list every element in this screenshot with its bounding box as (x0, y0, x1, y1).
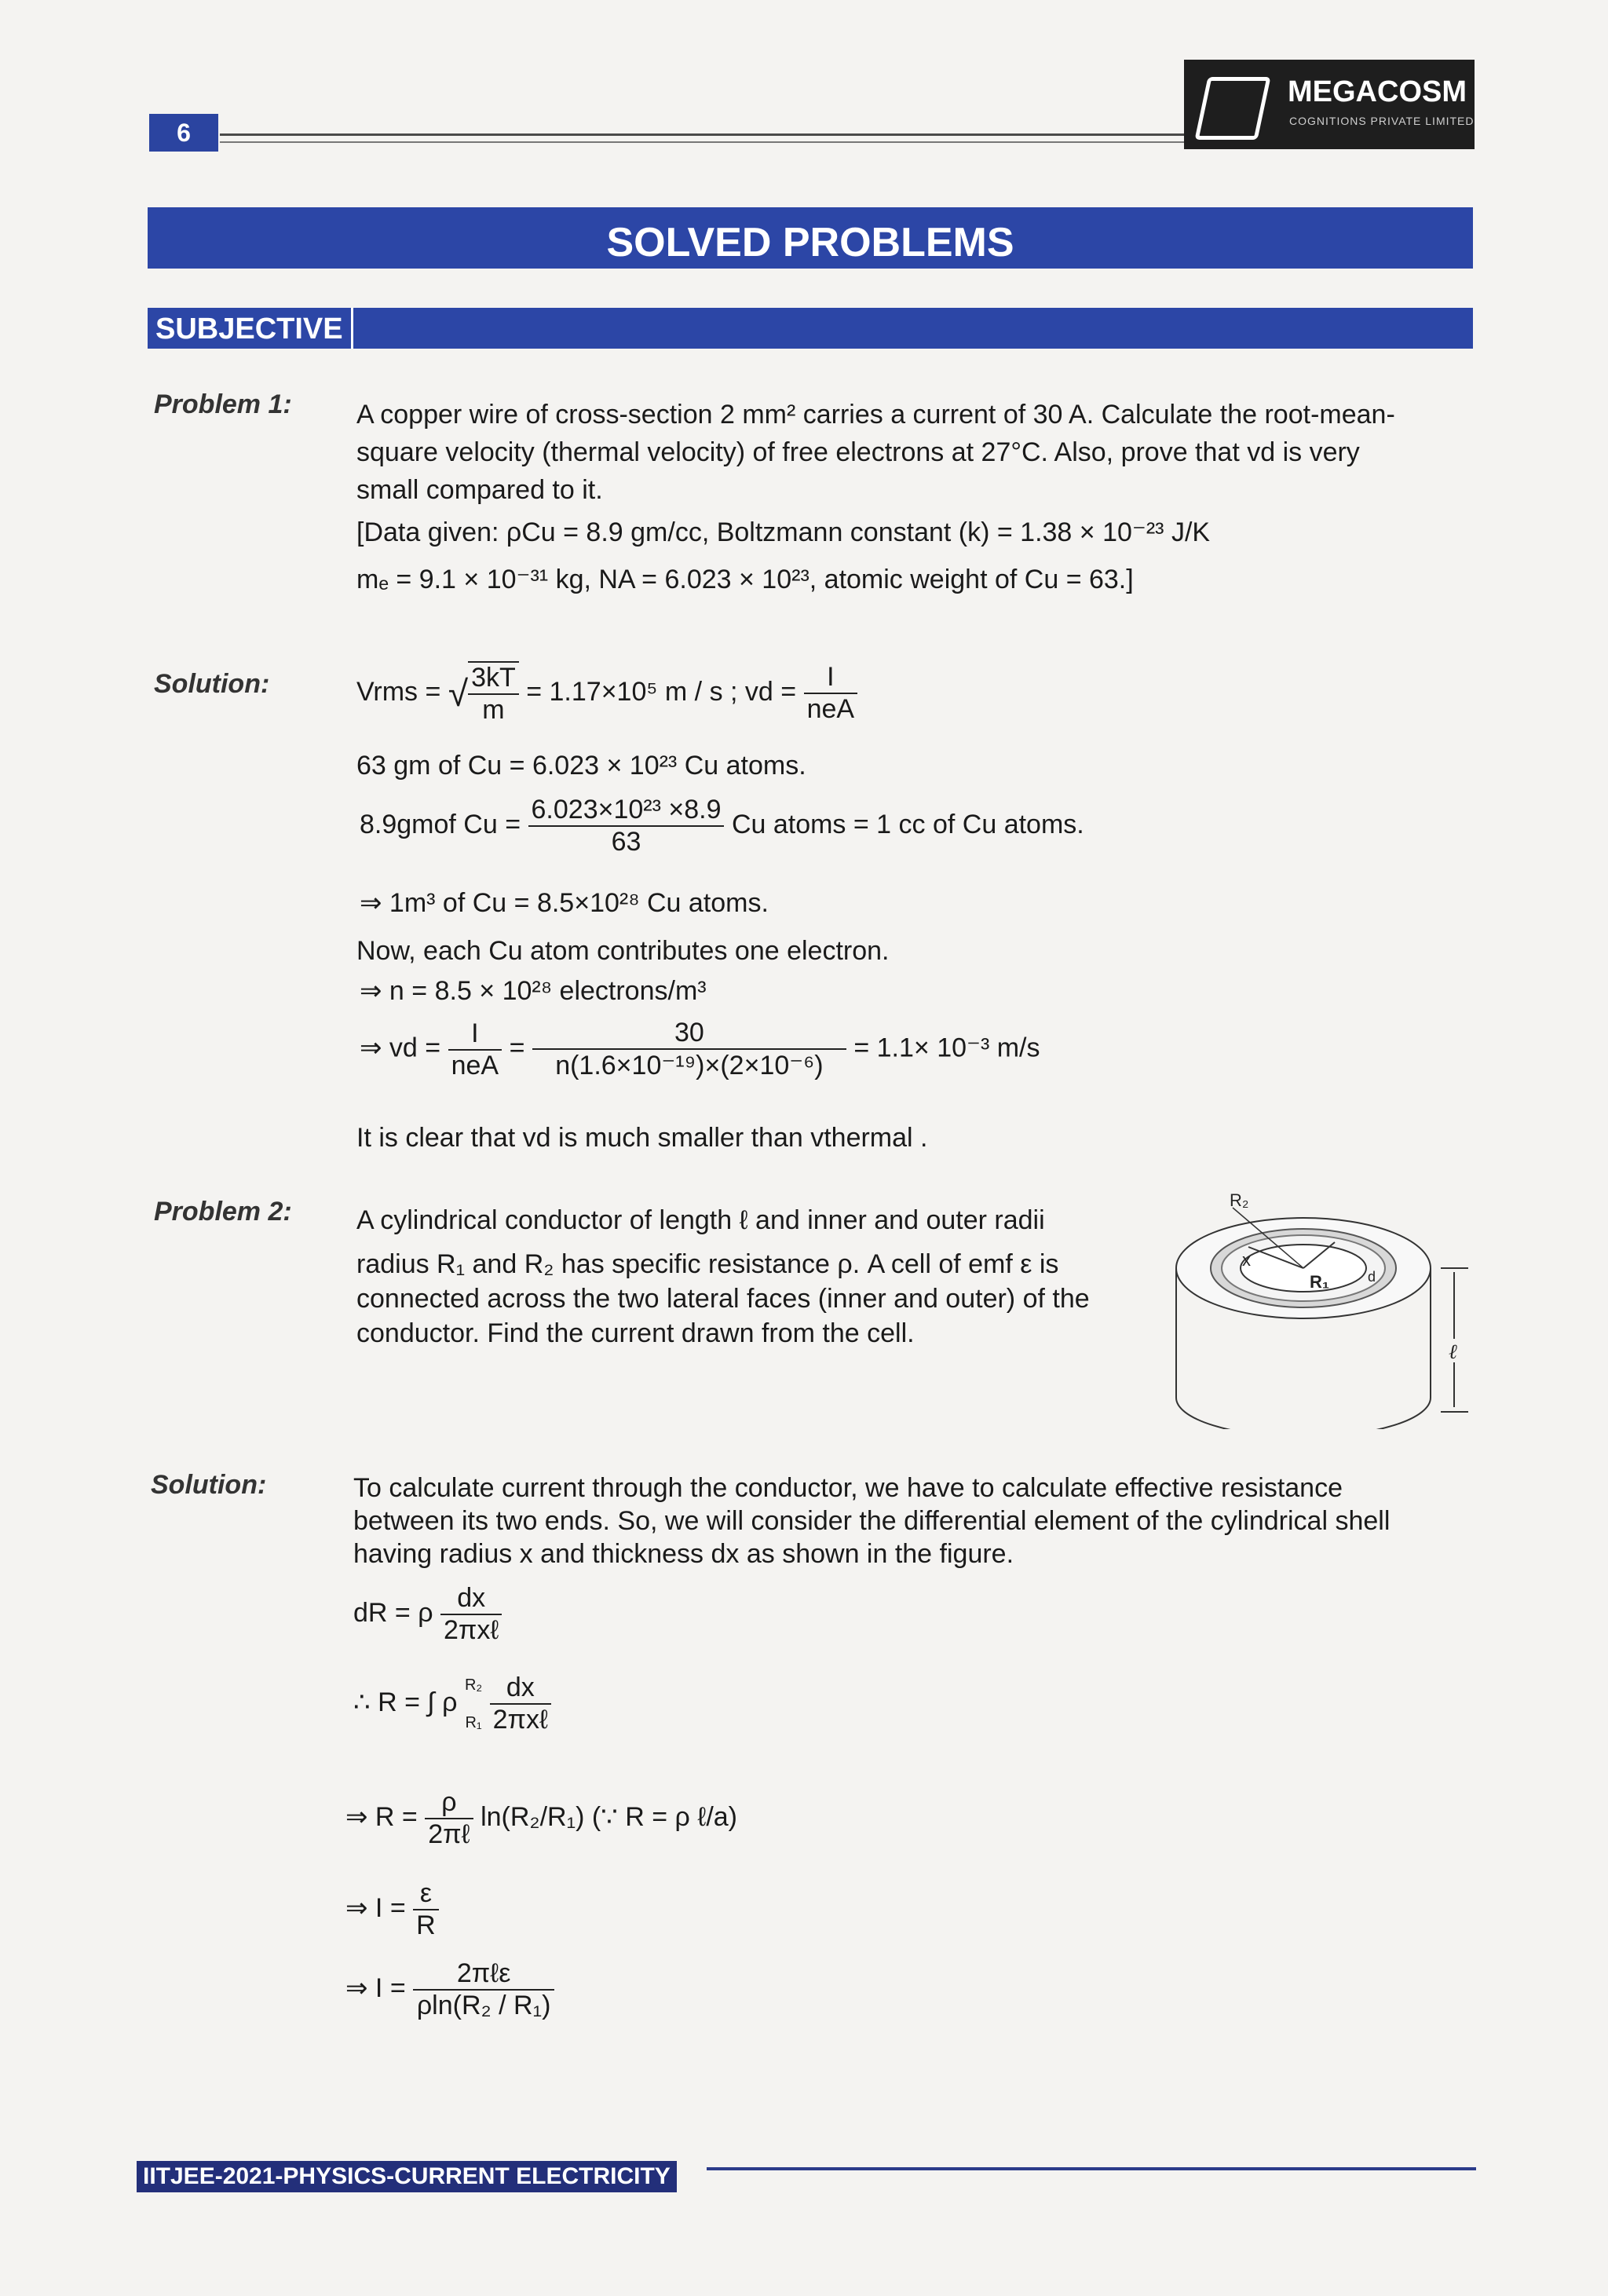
r-result-equation (345, 1787, 737, 1850)
dr-fraction (440, 1583, 502, 1646)
final-current-numerator: 2πℓε (413, 1958, 554, 1991)
brand-subtitle: COGNITIONS PRIVATE LIMITED (1289, 115, 1475, 127)
dr-numerator: dx (440, 1583, 502, 1615)
problem-1-line: small compared to it. (356, 475, 603, 505)
current-fraction (413, 1878, 439, 1941)
r-result-numerator: ρ (425, 1787, 473, 1819)
cu-atoms-equation (360, 795, 1084, 857)
solution-1-line: 63 gm of Cu = 6.023 × 10²³ Cu atoms. (356, 751, 806, 781)
drift-fraction-1 (448, 1018, 502, 1081)
section-banner: SOLVED PROBLEMS (148, 207, 1473, 269)
problem-1-line: A copper wire of cross-section 2 mm² carries a current of 30 A. Calculate the root-mean- (356, 400, 1395, 430)
vd-numerator: I (804, 662, 858, 694)
header-rule-thin (220, 141, 1193, 143)
problem-2-text (356, 1198, 1157, 1355)
solution-1-line: ⇒ 1m³ of Cu = 8.5×10²⁸ Cu atoms. (360, 888, 769, 918)
sqrt-icon: √ (448, 673, 469, 714)
label-length: ℓ (1449, 1340, 1457, 1364)
solution-1-line: ⇒ n = 8.5 × 10²⁸ electrons/m³ (360, 976, 707, 1006)
final-current-denominator: ρln(R₂ / R₁) (416, 1991, 551, 2020)
r-result-denominator: 2πℓ (428, 1819, 470, 1849)
label-r1: R₁ (1310, 1272, 1329, 1292)
solution-2-line: between its two ends. So, we will consider the differential element of the cylindrical shell (353, 1506, 1391, 1536)
solution-1-line: Now, each Cu atom contributes one electron. (356, 936, 890, 966)
r-result-fraction (425, 1787, 473, 1850)
solution-2-label: Solution: (151, 1470, 267, 1500)
problem-1-text (356, 396, 1471, 598)
vrms-rhs: = 1.17×10⁵ m / s ; vd = (526, 676, 797, 707)
header-rule (220, 133, 1193, 136)
integral-upper-limit: R₂ (464, 1676, 483, 1694)
label-r2: R₂ (1230, 1194, 1249, 1210)
current-numerator: ε (413, 1878, 439, 1910)
vrms-numerator: 3kT (468, 663, 519, 695)
integral-fraction (490, 1673, 551, 1735)
current-denominator: R (416, 1910, 436, 1940)
cu-atoms-lhs: 8.9gmof Cu = (360, 809, 521, 839)
cu-atoms-rhs: Cu atoms = 1 cc of Cu atoms. (731, 809, 1084, 839)
cu-atoms-fraction (528, 795, 725, 857)
integral-limits (465, 1676, 482, 1732)
integral-numerator: dx (490, 1673, 551, 1705)
brand-name: MEGACOSM (1288, 75, 1467, 108)
dr-equation (353, 1583, 502, 1646)
vd-fraction (804, 662, 858, 725)
vrms-fraction (468, 661, 519, 726)
current-lhs: ⇒ I = (345, 1892, 406, 1923)
page-number: 6 (149, 114, 218, 152)
equals-sign: = (509, 1033, 525, 1063)
solution-1-label: Solution: (154, 669, 270, 699)
vd-denominator: neA (806, 694, 855, 724)
problem-2-line: conductor. Find the current drawn from the cell. (356, 1318, 915, 1348)
cu-atoms-denominator: 63 (611, 827, 641, 857)
vrms-lhs: Vrms = (356, 676, 441, 707)
footer-title: IITJEE-2021-PHYSICS-CURRENT ELECTRICITY (137, 2161, 677, 2192)
solution-1-conclusion: It is clear that vd is much smaller than vthermal . (356, 1123, 928, 1153)
label-x: x (1242, 1250, 1251, 1270)
solution-2-line: having radius x and thickness dx as shown in the figure. (353, 1539, 1014, 1569)
drift-rhs: = 1.1× 10⁻³ m/s (853, 1033, 1040, 1063)
problem-1-data: mₑ = 9.1 × 10⁻³¹ kg, NA = 6.023 × 10²³, atomic weight of Cu = 63.] (356, 565, 1134, 594)
drift-f2-denominator: n(1.6×10⁻¹⁹)×(2×10⁻⁶) (555, 1051, 824, 1080)
problem-1-line: square velocity (thermal velocity) of free electrons at 27°C. Also, prove that vd is very (356, 437, 1360, 467)
problem-2-line: radius R₁ and R₂ has specific resistance ρ. A cell of emf ε is (356, 1249, 1059, 1279)
dr-lhs: dR = ρ (353, 1597, 433, 1628)
vrms-equation (356, 661, 857, 726)
drift-lhs: ⇒ vd = (360, 1033, 441, 1063)
drift-fraction-2 (532, 1018, 846, 1081)
r-integral-equation (353, 1673, 551, 1735)
r-result-rhs: ln(R₂/R₁) (∵ R = ρ ℓ/a) (481, 1801, 737, 1832)
dr-denominator: 2πxℓ (444, 1615, 499, 1645)
drift-velocity-equation (360, 1018, 1040, 1081)
final-current-fraction (413, 1958, 554, 2021)
drift-f1-numerator: I (448, 1018, 502, 1051)
problem-1-data: [Data given: ρCu = 8.9 gm/cc, Boltzmann constant (k) = 1.38 × 10⁻²³ J/K (356, 517, 1211, 547)
subsection-bar (148, 308, 1473, 349)
drift-f2-numerator: 30 (532, 1018, 846, 1050)
solution-2-text (353, 1472, 1468, 1570)
integral-denominator: 2πxℓ (492, 1705, 548, 1735)
problem-2-label: Problem 2: (154, 1197, 292, 1227)
drift-f1-denominator: neA (451, 1050, 499, 1080)
footer-rule (707, 2167, 1476, 2170)
r-result-lhs: ⇒ R = (345, 1801, 418, 1832)
integral-lower-limit: R₁ (465, 1714, 482, 1731)
cylinder-figure (1170, 1194, 1476, 1429)
final-current-equation (345, 1958, 554, 2021)
problem-1-label: Problem 1: (154, 389, 292, 419)
subsection-label: SUBJECTIVE (148, 308, 353, 349)
problem-2-line: A cylindrical conductor of length ℓ and inner and outer radii (356, 1205, 1045, 1235)
final-current-lhs: ⇒ I = (345, 1972, 406, 2003)
current-equation (345, 1878, 439, 1941)
cu-atoms-numerator: 6.023×10²³ ×8.9 (528, 795, 725, 827)
vrms-denominator: m (482, 695, 505, 725)
solution-2-line: To calculate current through the conductor, we have to calculate effective resistance (353, 1473, 1343, 1503)
integral-lhs: ∴ R = ∫ ρ (353, 1687, 458, 1717)
brand-logo (1184, 60, 1475, 149)
label-d: d (1368, 1269, 1376, 1285)
brand-mark-icon (1194, 77, 1270, 140)
problem-2-line: connected across the two lateral faces (inner and outer) of the (356, 1284, 1090, 1314)
